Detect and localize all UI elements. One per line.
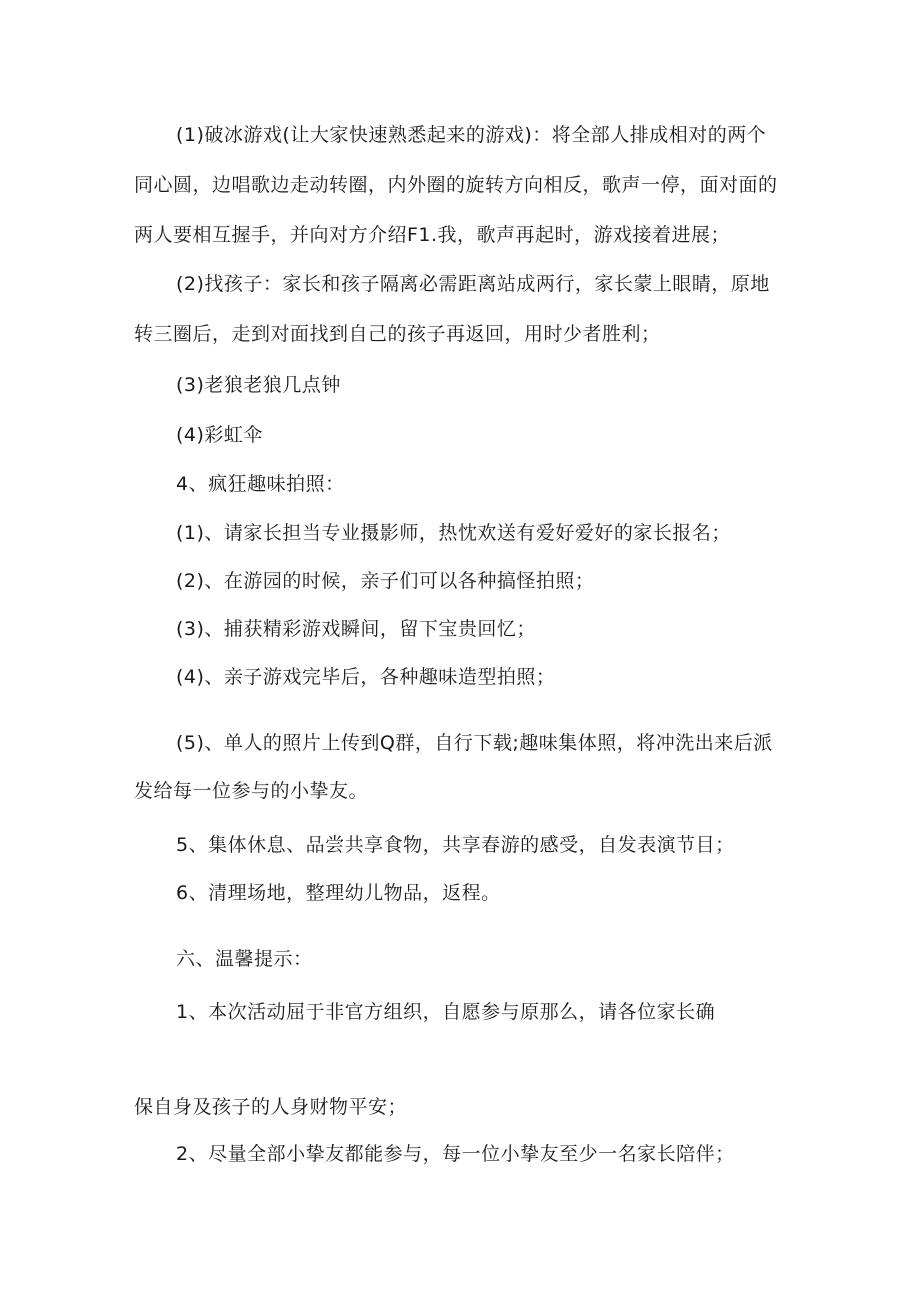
paragraph-line: 6、清理场地，整理幼儿物品，返程。	[176, 882, 501, 904]
paragraph-line: (2)找孩子：家长和孩子隔离必需距离站成两行，家长蒙上眼睛，原地	[176, 273, 770, 295]
paragraph-line: (3)、捕获精彩游戏瞬间，留下宝贵回忆；	[176, 618, 536, 640]
section-heading: 六、温馨提示：	[176, 948, 313, 970]
paragraph-line: 保自身及孩子的人身财物平安；	[134, 1096, 408, 1118]
section-heading: 4、疯狂趣味拍照：	[176, 473, 345, 495]
paragraph-line: 同心圆，边唱歌边走动转圈，内外圈的旋转方向相反，歌声一停，面对面的	[134, 174, 778, 196]
paragraph-line: (4)、亲子游戏完毕后，各种趣味造型拍照；	[176, 666, 556, 688]
paragraph-line: 2、尽量全部小挚友都能参与，每一位小挚友至少一名家长陪伴；	[176, 1143, 735, 1165]
paragraph-line: 5、集体休息、品尝共享食物，共享春游的感受，自发表演节目；	[176, 834, 735, 856]
paragraph-line: 发给每一位参与的小挚友。	[134, 780, 369, 802]
paragraph-line: (1)、请家长担当专业摄影师，热忱欢送有爱好爱好的家长报名；	[176, 522, 731, 544]
paragraph-line: (3)老狼老狼几点钟	[176, 374, 341, 396]
paragraph-line: (5)、单人的照片上传到Q群，自行下载;趣味集体照，将冲洗出来后派	[176, 732, 773, 754]
paragraph-line: 两人要相互握手，并向对方介绍F1.我，歌声再起时，游戏接着进展；	[134, 224, 731, 246]
paragraph-line: (4)彩虹伞	[176, 424, 263, 446]
paragraph-line: (2)、在游园的时候，亲子们可以各种搞怪拍照；	[176, 570, 595, 592]
paragraph-line: 转三圈后，走到对面找到自己的孩子再返回，用时少者胜利；	[134, 323, 661, 345]
paragraph-line: (1)破冰游戏(让大家快速熟悉起来的游戏)：将全部人排成相对的两个	[176, 124, 767, 146]
paragraph-line: 1、本次活动屈于非官方组织，自愿参与原那么，请各位家长确	[176, 1001, 716, 1023]
